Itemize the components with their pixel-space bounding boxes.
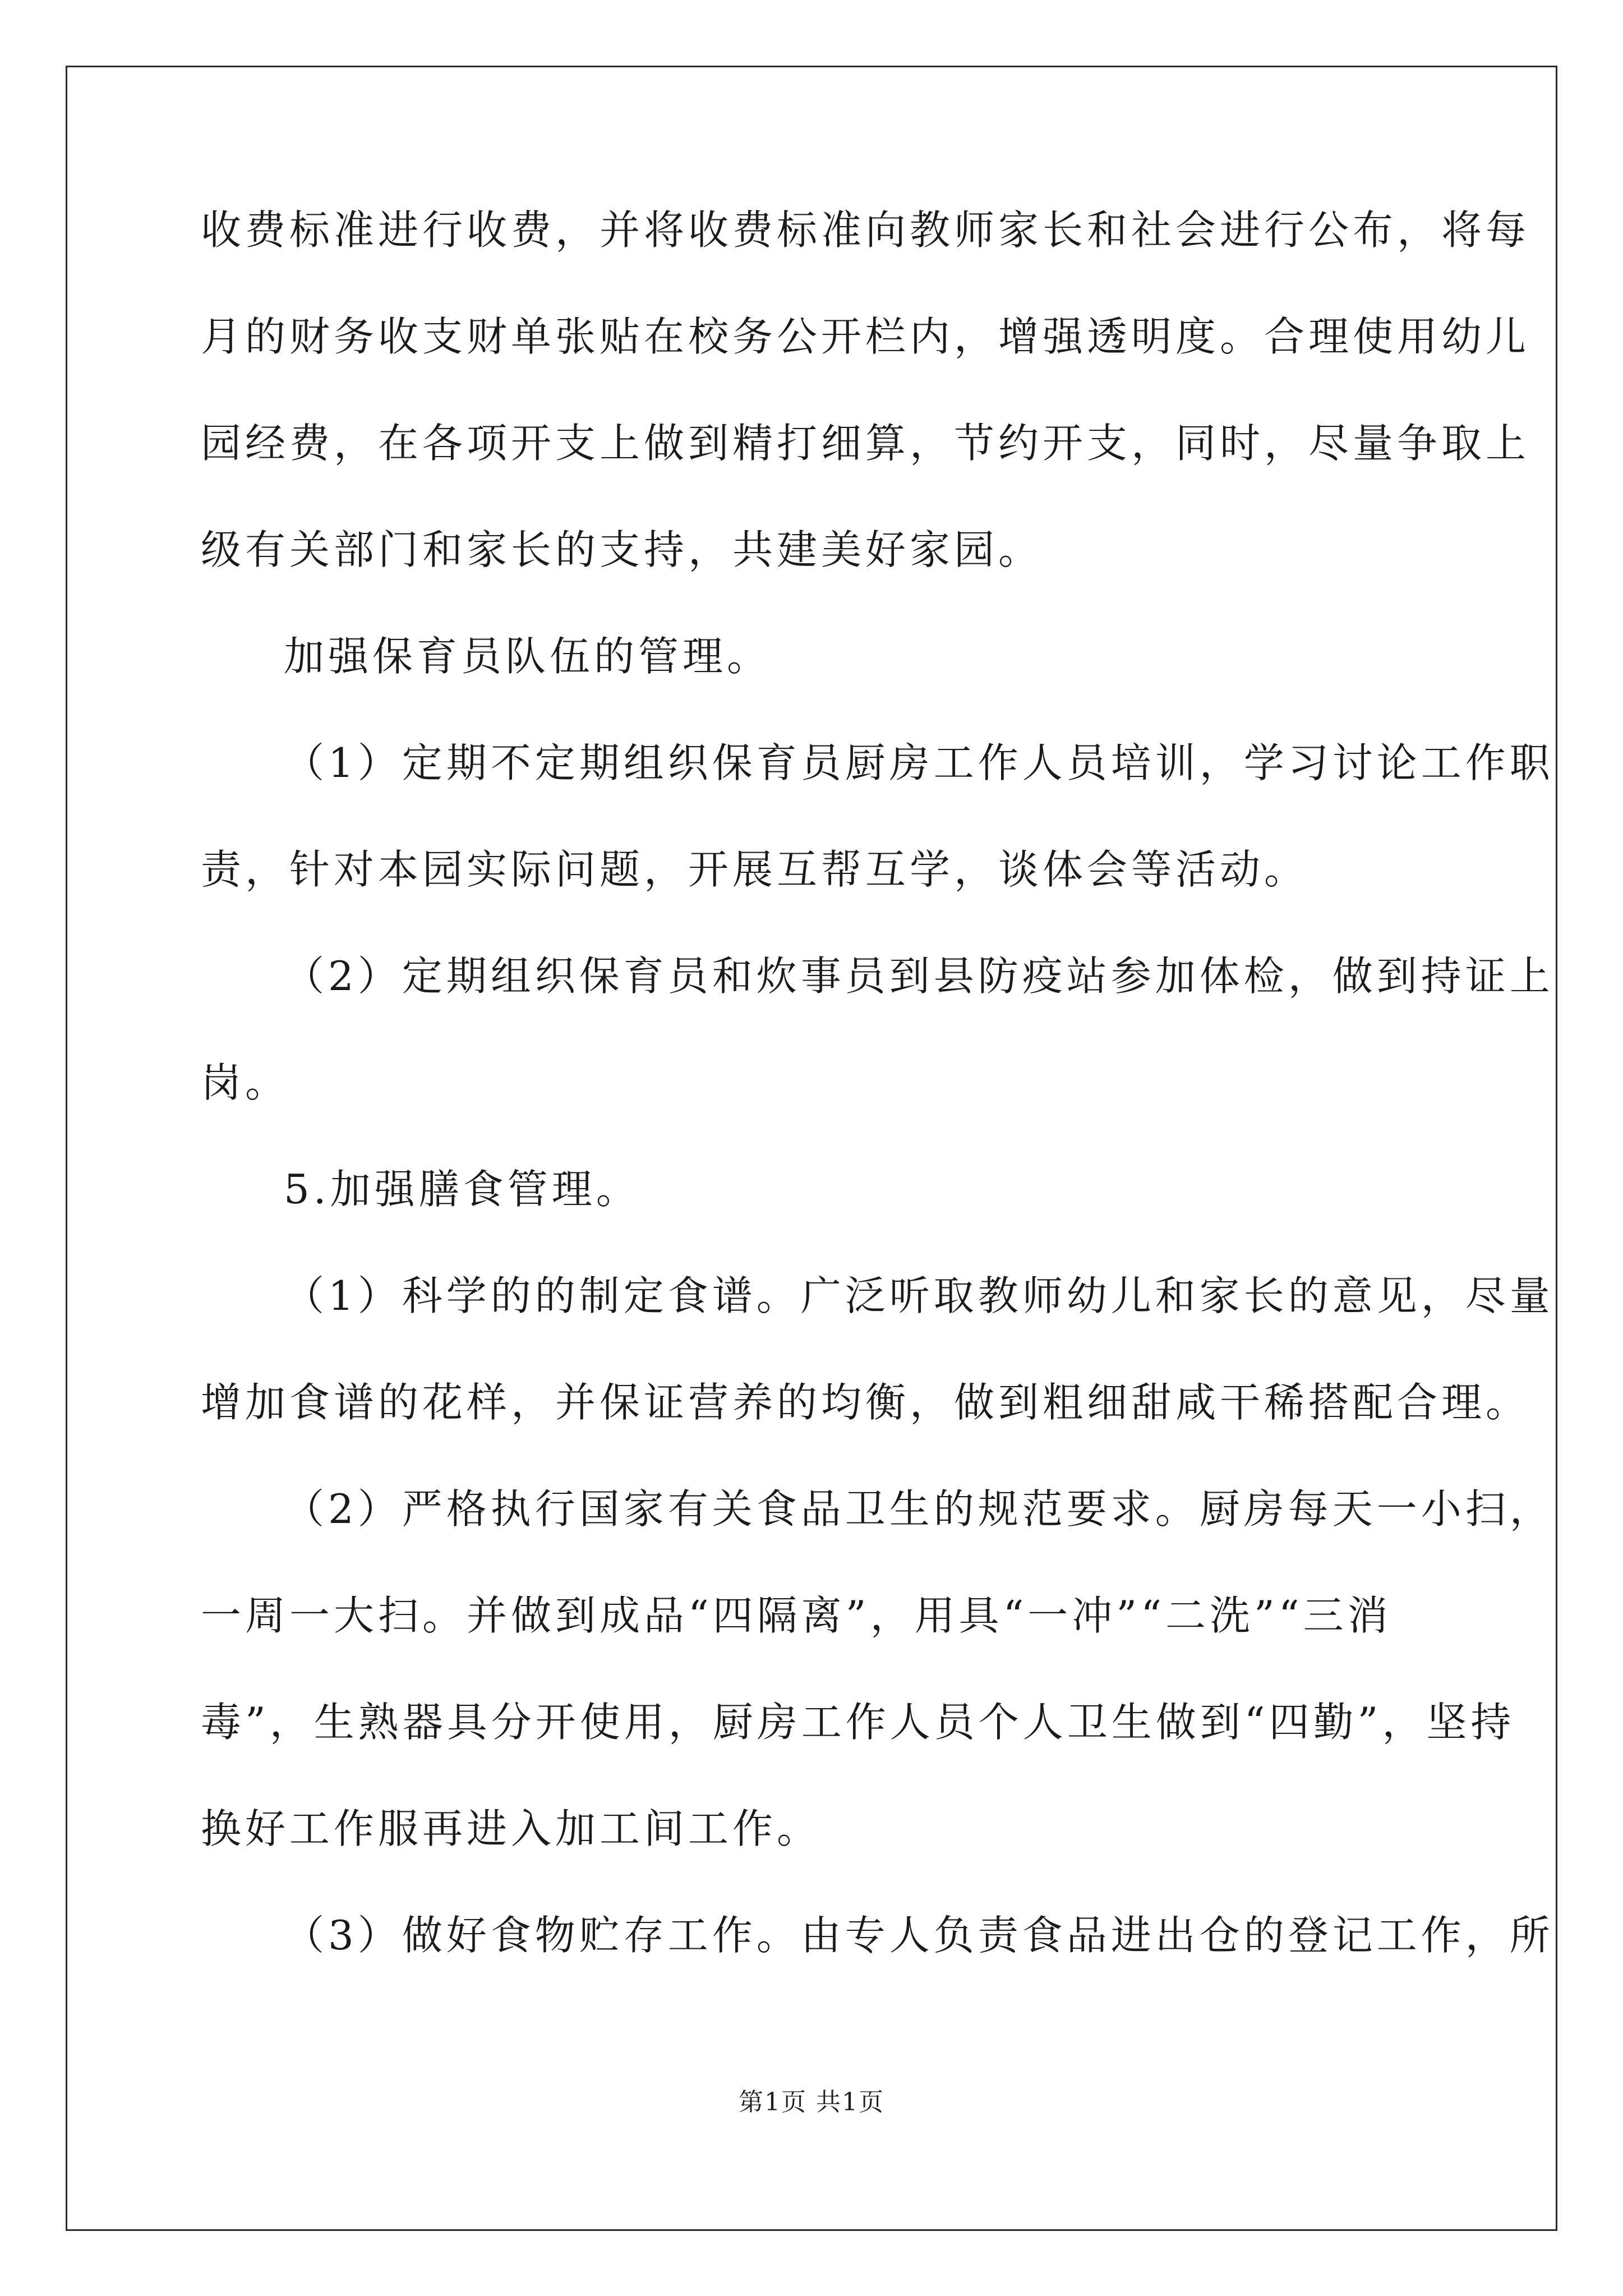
- body-line: （1）定期不定期组织保育员厨房工作人员培训，学习讨论工作职: [284, 739, 1554, 786]
- body-line: 毒”，生熟器具分开使用，厨房工作人员个人卫生做到“四勤”，坚持: [201, 1699, 1515, 1746]
- body-line: 责，针对本园实际问题，开展互帮互学，谈体会等活动。: [201, 846, 1309, 893]
- body-line: （2）定期组织保育员和炊事员到县防疫站参加体检，做到持证上: [284, 953, 1554, 1000]
- body-line: 岗。: [201, 1059, 290, 1106]
- page-number-footer: 第1页 共1页: [739, 2088, 884, 2116]
- section-heading: 加强保育员队伍的管理。: [284, 633, 772, 680]
- page-border: [66, 66, 1557, 2231]
- body-line: （2）严格执行国家有关食品卫生的规范要求。厨房每天一小扫，: [284, 1485, 1554, 1533]
- body-line: （1）科学的的制定食谱。广泛听取教师幼儿和家长的意见，尽量: [284, 1272, 1554, 1319]
- body-line: 级有关部门和家长的支持，共建美好家园。: [201, 526, 1043, 573]
- body-line: 换好工作服再进入加工间工作。: [201, 1805, 822, 1852]
- body-line: 收费标准进行收费，并将收费标准向教师家长和社会进行公布，将每: [201, 206, 1530, 254]
- section-heading: 5.加强膳食管理。: [284, 1166, 640, 1213]
- body-line: 园经费，在各项开支上做到精打细算，节约开支，同时，尽量争取上: [201, 420, 1530, 467]
- body-line: 增加食谱的花样，并保证营养的均衡，做到粗细甜咸干稀搭配合理。: [201, 1379, 1530, 1426]
- body-line: 一周一大扫。并做到成品“四隔离”，用具“一冲”“二洗”“三消: [201, 1592, 1392, 1639]
- body-line: 月的财务收支财单张贴在校务公开栏内，增强透明度。合理使用幼儿: [201, 313, 1530, 360]
- body-line: （3）做好食物贮存工作。由专人负责食品进出仓的登记工作，所: [284, 1912, 1554, 1959]
